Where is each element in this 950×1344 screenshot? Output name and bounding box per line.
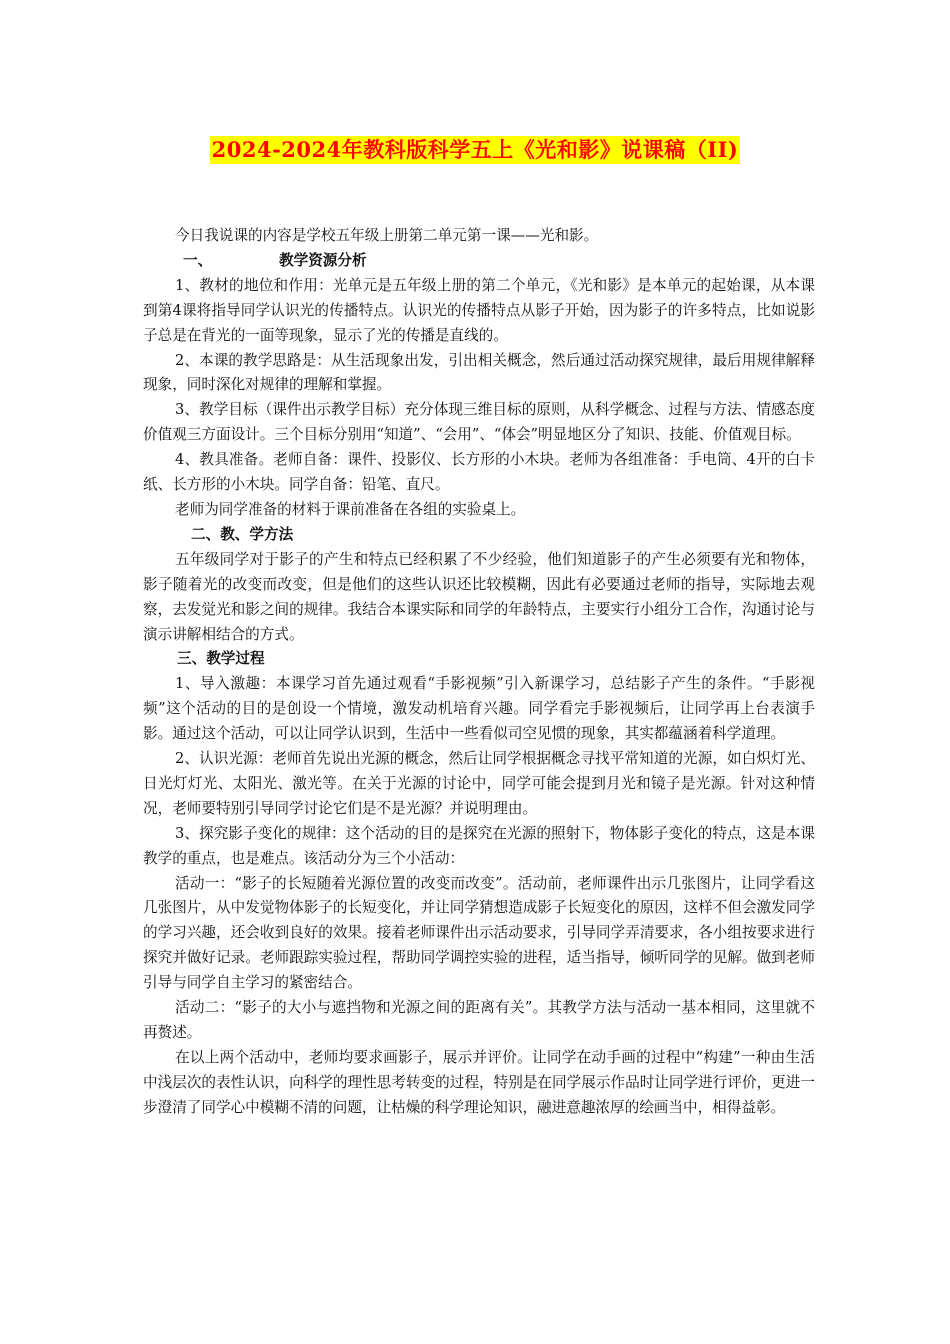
document-title: 2024-2024年教科版科学五上《光和影》说课稿（II) [211,137,739,162]
title-container [0,136,950,164]
section-1-paragraph: 3、教学目标（课件出示教学目标）充分体现三维目标的原则，从科学概念、过程与方法、情感态度价值观三方面设计。三个目标分别用“知道”、“会用”、“体会”明显地区分了知识、技能、价值观目标。 [143,401,815,444]
section-1-paragraph: 4、教具准备。老师自备：课件、投影仪、长方形的小木块。老师为各组准备：手电筒、4开的白卡纸、长方形的小木块。同学自备：铅笔、直尺。 [143,451,815,494]
intro-paragraph: 今日我说课的内容是学校五年级上册第二单元第一课——光和影。 [175,227,599,244]
section-3-heading: 三、教学过程 [177,650,265,668]
section-2-paragraph: 五年级同学对于影子的产生和特点已经积累了不少经验，他们知道影子的产生必须要有光和物体，影子随着光的改变而改变，但是他们的这些认识还比较模糊，因此有必要通过老师的指导，实际地去观察，去发觉光和影之间的规律。我结合本课实际和同学的年龄特点，主要实行小组分工合作，沟通讨论与演示讲解相结合的方式。 [143,550,815,643]
section-1-heading [143,249,815,274]
section-3-paragraph: 活动二：“影子的大小与遮挡物和光源之间的距离有关”。其教学方法与活动一基本相同，这里就不再赘述。 [143,999,815,1041]
section-1-paragraph: 老师为同学准备的材料于课前准备在各组的实验桌上。 [175,500,526,518]
section-3-paragraph: 1、导入激趣：本课学习首先通过观看“手影视频”引入新课学习，总结影子产生的条件。“手影视频”这个活动的目的是创设一个情境，激发动机培育兴趣。同学看完手影视频后，让同学再上台表演手影。通过这个活动，可以让同学认识到，生活中一些看似司空见惯的现象，其实都蕴涵着科学道理。 [143,675,815,743]
section-1-paragraph: 1、教材的地位和作用：光单元是五年级上册的第二个单元，《光和影》是本单元的起始课，从本课到第4课将指导同学认识光的传播特点。认识光的传播特点从影子开始，因为影子的许多特点，比如说影子总是在背光的一面等现象，显示了光的传播是直线的。 [143,276,815,344]
section-1-number: 一、 [183,251,213,269]
section-1-paragraph: 2、本课的教学思路是：从生活现象出发，引出相关概念，然后通过活动探究规律，最后用规律解释现象，同时深化对规律的理解和掌握。 [143,351,815,394]
section-2-heading: 二、教、学方法 [191,525,294,543]
section-3-paragraph: 3、探究影子变化的规律：这个活动的目的是探究在光源的照射下，物体影子变化的特点，这是本课教学的重点，也是难点。该活动分为三个小活动： [143,824,815,867]
section-3-paragraph: 在以上两个活动中，老师均要求画影子，展示并评价。让同学在动手画的过程中“构建”一种由生活中浅层次的表性认识，向科学的理性思考转变的过程，特别是在同学展示作品时让同学进行评价，更进一步澄清了同学心中模糊不清的问题，让枯燥的科学理论知识，融进意趣浓厚的绘画当中，相得益彰。 [143,1048,815,1116]
document-body [143,224,815,1121]
section-3-paragraph: 活动一：“影子的长短随着光源位置的改变而改变”。活动前，老师课件出示几张图片，让同学看这几张图片，从中发觉物体影子的长短变化，并让同学猜想造成影子长短变化的原因，这样不但会激发同学的学习兴趣，还会收到良好的效果。接着老师课件出示活动要求，引导同学弄清要求，各小组按要求进行探究并做好记录。老师跟踪实验过程，帮助同学调控实验的进程，适当指导，倾听同学的见解。做到老师引导与同学自主学习的紧密结合。 [143,874,815,992]
section-1-title: 教学资源分析 [279,251,367,269]
section-3-paragraph: 2、认识光源：老师首先说出光源的概念，然后让同学根据概念寻找平常知道的光源，如白炽灯光、日光灯灯光、太阳光、激光等。在关于光源的讨论中，同学可能会提到月光和镜子是光源。针对这种情况，老师要特别引导同学讨论它们是不是光源？并说明理由。 [143,750,815,817]
